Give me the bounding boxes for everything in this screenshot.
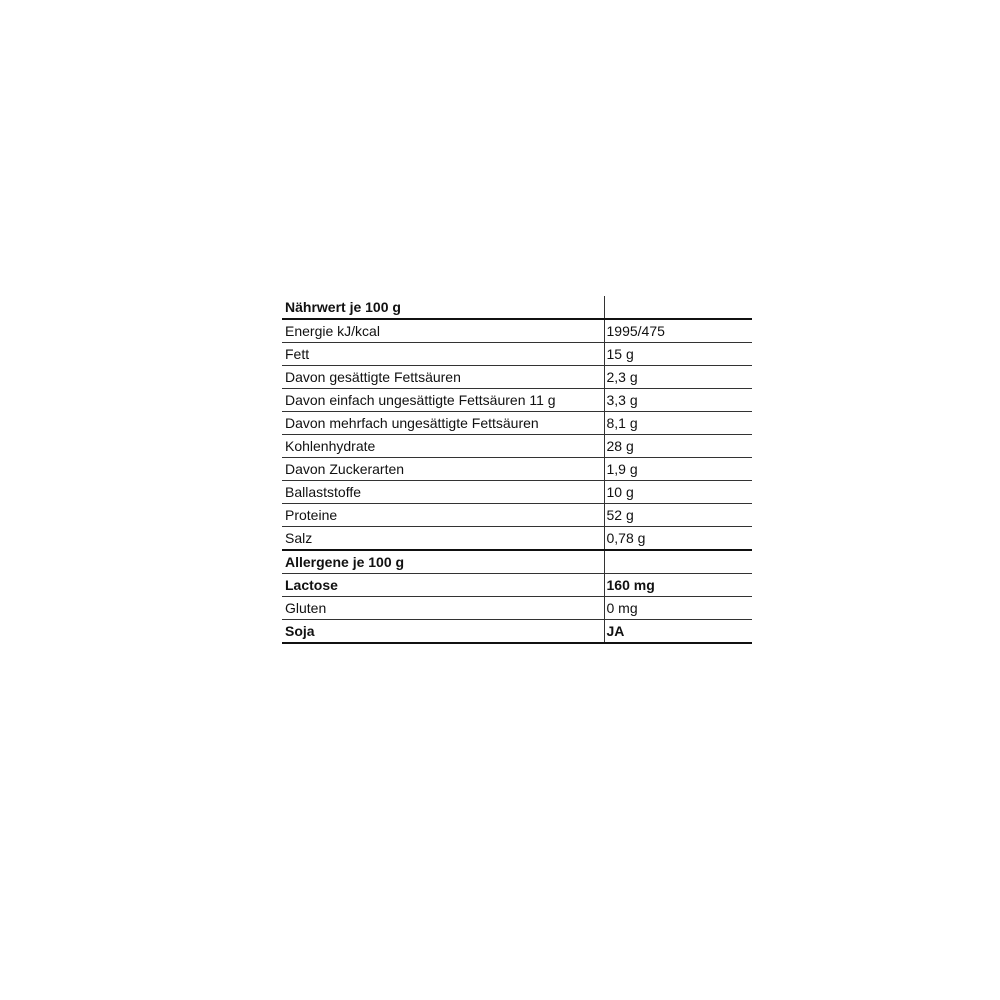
allergen-header-label: Allergene je 100 g <box>282 550 604 574</box>
table-row <box>282 366 752 389</box>
table-row <box>282 343 752 366</box>
table-row <box>282 574 752 597</box>
allergen-header-value <box>604 550 752 574</box>
nutrient-value: 8,1 g <box>604 412 752 435</box>
nutrient-value: 1995/475 <box>604 319 752 343</box>
allergen-value: JA <box>604 620 752 644</box>
header-label: Nährwert je 100 g <box>282 296 604 319</box>
allergen-label: Soja <box>282 620 604 644</box>
table-row <box>282 620 752 644</box>
nutrient-value: 2,3 g <box>604 366 752 389</box>
table-row <box>282 389 752 412</box>
nutrient-label: Davon einfach ungesättigte Fettsäuren 11 g <box>282 389 604 412</box>
allergen-header-row <box>282 550 752 574</box>
table-row <box>282 481 752 504</box>
nutrient-value: 28 g <box>604 435 752 458</box>
nutrient-label: Davon Zuckerarten <box>282 458 604 481</box>
nutrient-label: Salz <box>282 527 604 551</box>
table-row <box>282 435 752 458</box>
nutrient-label: Proteine <box>282 504 604 527</box>
allergen-label: Gluten <box>282 597 604 620</box>
allergen-value: 0 mg <box>604 597 752 620</box>
table-row <box>282 597 752 620</box>
nutrient-value: 15 g <box>604 343 752 366</box>
table-row <box>282 319 752 343</box>
table-row <box>282 458 752 481</box>
nutrient-value: 3,3 g <box>604 389 752 412</box>
nutrient-value: 1,9 g <box>604 458 752 481</box>
table-row <box>282 527 752 551</box>
table-row <box>282 412 752 435</box>
nutrient-value: 0,78 g <box>604 527 752 551</box>
nutrient-label: Fett <box>282 343 604 366</box>
allergen-label: Lactose <box>282 574 604 597</box>
table-header-row <box>282 296 752 319</box>
nutrient-label: Ballaststoffe <box>282 481 604 504</box>
header-value <box>604 296 752 319</box>
nutrient-label: Davon mehrfach ungesättigte Fettsäuren <box>282 412 604 435</box>
nutrient-value: 52 g <box>604 504 752 527</box>
nutrition-table <box>282 296 752 644</box>
nutrient-value: 10 g <box>604 481 752 504</box>
nutrient-label: Kohlenhydrate <box>282 435 604 458</box>
table-row <box>282 504 752 527</box>
allergen-value: 160 mg <box>604 574 752 597</box>
nutrient-label: Energie kJ/kcal <box>282 319 604 343</box>
nutrient-label: Davon gesättigte Fettsäuren <box>282 366 604 389</box>
